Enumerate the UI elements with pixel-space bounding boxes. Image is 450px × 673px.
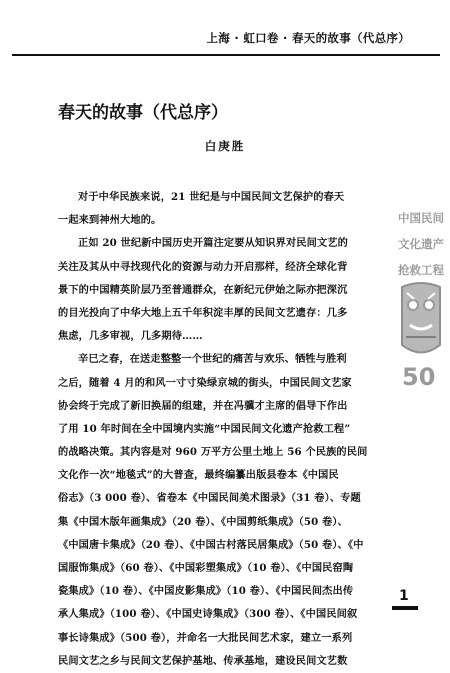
logo-number: 50 bbox=[402, 363, 436, 391]
page-number: 1 bbox=[399, 588, 409, 604]
body-line: 的战略决策。其内容是对 960 万平方公里土地上 56 个民族的民间 bbox=[58, 446, 368, 459]
body-line: 之后，随着 4 月的和风一寸寸染绿京城的街头，中国民间文艺家 bbox=[58, 376, 352, 389]
body-line: 对于中华民族来说，21 世纪是与中国民间文艺保护的春天 bbox=[78, 191, 345, 203]
header-rule bbox=[12, 54, 440, 56]
body-line: 的目光投向了中华大地上五千年积淀丰厚的民间文艺遗存：几多 bbox=[58, 306, 348, 319]
body-line: 关注及其从中寻找现代化的资源与动力开启那样，经济全球化背 bbox=[58, 260, 348, 273]
body-line: 文化作一次“地毯式”的大普查，最终编纂出版县卷本《中国民 bbox=[58, 469, 339, 482]
article-body bbox=[58, 186, 382, 673]
logo-text-line-1: 中国民间 bbox=[398, 211, 444, 225]
body-line: 焦虑，几多审视，几多期待…… bbox=[58, 330, 203, 343]
body-line: 瓷集成》（10 卷）、《中国皮影集成》（10 卷）、《中国民间杰出传 bbox=[58, 585, 354, 598]
body-line: 景下的中国精英阶层乃至普通群众，在新纪元伊始之际亦把深沉 bbox=[58, 283, 348, 296]
body-line: 承人集成》（100 卷）、《中国史诗集成》（300 卷）、《中国民间叙 bbox=[58, 608, 358, 621]
article-title: 春天的故事（代总序） bbox=[58, 103, 228, 123]
body-line: 《中国唐卡集成》（20 卷）、《中国古村落民居集成》（50 卷）、《中 bbox=[58, 538, 364, 551]
mask-icon bbox=[402, 283, 440, 353]
running-header: 上海 · 虹口卷 · 春天的故事（代总序） bbox=[206, 31, 410, 45]
body-line: 正如 20 世纪新中国历史开篇注定要从知识界对民间文艺的 bbox=[78, 237, 348, 250]
logo-text-line-3: 抢救工程 bbox=[398, 263, 444, 277]
body-line: 民间文艺之乡与民间文艺保护基地、传承基地，建设民间文艺数 bbox=[58, 654, 348, 667]
body-line: 辛巳之春，在送走整整一个世纪的痛苦与欢乐、牺牲与胜利 bbox=[78, 353, 347, 366]
body-line: 了用 10 年时间在全中国境内实施“中国民间文化遗产抢救工程” bbox=[58, 422, 351, 435]
body-line: 一起来到神州大地的。 bbox=[58, 214, 162, 227]
body-line: 协会终于完成了新旧换届的组建，并在冯骥才主席的倡导下作出 bbox=[58, 399, 348, 412]
article-author: 白庚胜 bbox=[204, 139, 246, 153]
body-line: 集《中国木版年画集成》（20 卷）、《中国剪纸集成》（50 卷）、 bbox=[58, 515, 348, 528]
logo-text-line-2: 文化遗产 bbox=[398, 237, 444, 251]
body-line: 国服饰集成》（60 卷）、《中国彩塑集成》（10 卷）、《中国民窑陶 bbox=[58, 562, 354, 574]
body-line: 事长诗集成》（500 卷），并命名一大批民间艺术家，建立一系列 bbox=[58, 631, 353, 644]
heritage-project-logo bbox=[392, 195, 450, 395]
body-line: 俗志》（3 000 卷）、省卷本《中国民间美术图录》（31 卷）、专题 bbox=[58, 492, 361, 505]
page-number-bar bbox=[392, 606, 418, 610]
